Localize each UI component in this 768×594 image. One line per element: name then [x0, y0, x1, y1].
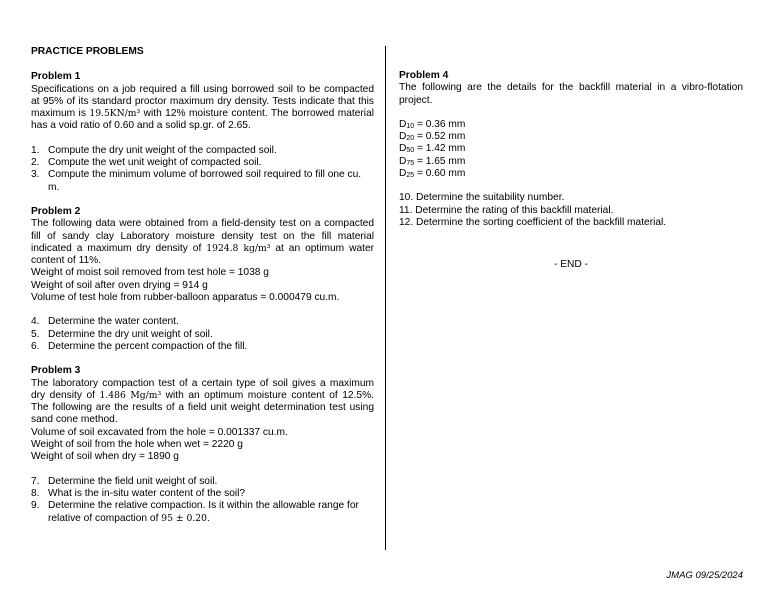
question-10: 10. Determine the suitability number.: [399, 192, 565, 204]
problem-2-line-1: Weight of moist soil removed from test hole = 1038 g: [31, 267, 269, 279]
problem-1-heading: Problem 1: [31, 71, 81, 83]
question-9: 9. Determine the relative compaction. Is it within the allowable range for relative of compaction of 95 ± 0.20.: [31, 500, 359, 524]
column-divider: [385, 46, 386, 550]
question-3: 3. Compute the minimum volume of borrowed soil required to fill one cu. m.: [31, 169, 362, 193]
problem-3-math: 1.486 Mg/m³: [99, 389, 162, 401]
d25-value: $D_{25} = 0.60$ mm: [399, 168, 466, 180]
question-8: 8. What is the in-situ water content of the soil?: [31, 487, 246, 499]
problem-3-line-1: Volume of soil excavated from the hole = 0.001337 cu.m.: [31, 426, 288, 438]
question-7: 7. Determine the field unit weight of soil.: [31, 475, 218, 487]
problem-2-line-2: Weight of soil after oven drying = 914 g: [31, 279, 208, 291]
d10-value: $D_{10} = 0.36$ mm: [399, 118, 466, 130]
problem-2-questions: [31, 316, 374, 353]
problem-3-heading: Problem 3: [31, 365, 81, 377]
problem-3-text: The laboratory compaction test of a certain type of soil gives a maximum dry density of 1.486 Mg/m³ with an optimum moisture content of 12.5%. The following are the results of a field unit weight determination test using sand cone method.: [31, 377, 374, 426]
question-2: 2. Compute the wet unit weight of compacted soil.: [31, 157, 262, 169]
problem-3-line-3: Weight of soil when dry = 1890 g: [31, 451, 179, 463]
question-5: 5. Determine the dry unit weight of soil.: [31, 328, 213, 340]
problem-3-questions: [31, 476, 374, 525]
d20-value: $D_{20} = 0.52$ mm: [399, 131, 466, 143]
left-column: [31, 46, 374, 525]
problem-1-questions: [31, 145, 374, 194]
problem-4-text: The following are the details for the backfill material in a vibro-flotation project.: [399, 82, 743, 106]
problem-3-line-2: Weight of soil from the hole when wet = 2220 g: [31, 439, 243, 451]
question-9-math: 95 ± 0.20: [161, 512, 207, 524]
question-4: 4. Determine the water content.: [31, 316, 179, 328]
problem-2-text: The following data were obtained from a field-density test on a compacted fill of sandy clay Laboratory moisture density test on the fill material indicated a maximum dry density of 1924.8 kg/m³ at an optimum water content of 11%.: [31, 218, 375, 267]
end-marker: - END -: [554, 259, 588, 271]
d75-value: $D_{75} = 1.65$ mm: [399, 155, 466, 167]
right-column: [399, 70, 743, 272]
problem-2-heading: Problem 2: [31, 205, 81, 217]
problem-2-line-3: Volume of test hole from rubber-balloon apparatus = 0.000479 cu.m.: [31, 292, 340, 304]
question-6: 6. Determine the percent compaction of the fill.: [31, 340, 248, 352]
problem-1-text: Specifications on a job required a fill using borrowed soil to be compacted at 95% of its standard proctor maximum dry density. Tests indicate that this maximum is 19.5KN/m³ with 12% moisture content. The borrowed material has a void ratio of 0.60 and a solid sp.gr. of 2.65.: [31, 83, 374, 132]
page-title: PRACTICE PROBLEMS: [31, 46, 144, 57]
footer-signature: JMAG 09/25/2024: [666, 570, 743, 581]
problem-2-math: 1924.8 kg/m³: [206, 242, 271, 254]
question-12: 12. Determine the sorting coefficient of the backfill material.: [399, 216, 667, 228]
question-11: 11. Determine the rating of this backfill material.: [399, 204, 614, 216]
d50-value: $D_{50} = 1.42$ mm: [399, 143, 466, 155]
problem-1-math: 19.5KN/m³: [89, 108, 141, 120]
problem-4-heading: Problem 4: [399, 70, 449, 81]
question-1: 1. Compute the dry unit weight of the compacted soil.: [31, 144, 277, 156]
